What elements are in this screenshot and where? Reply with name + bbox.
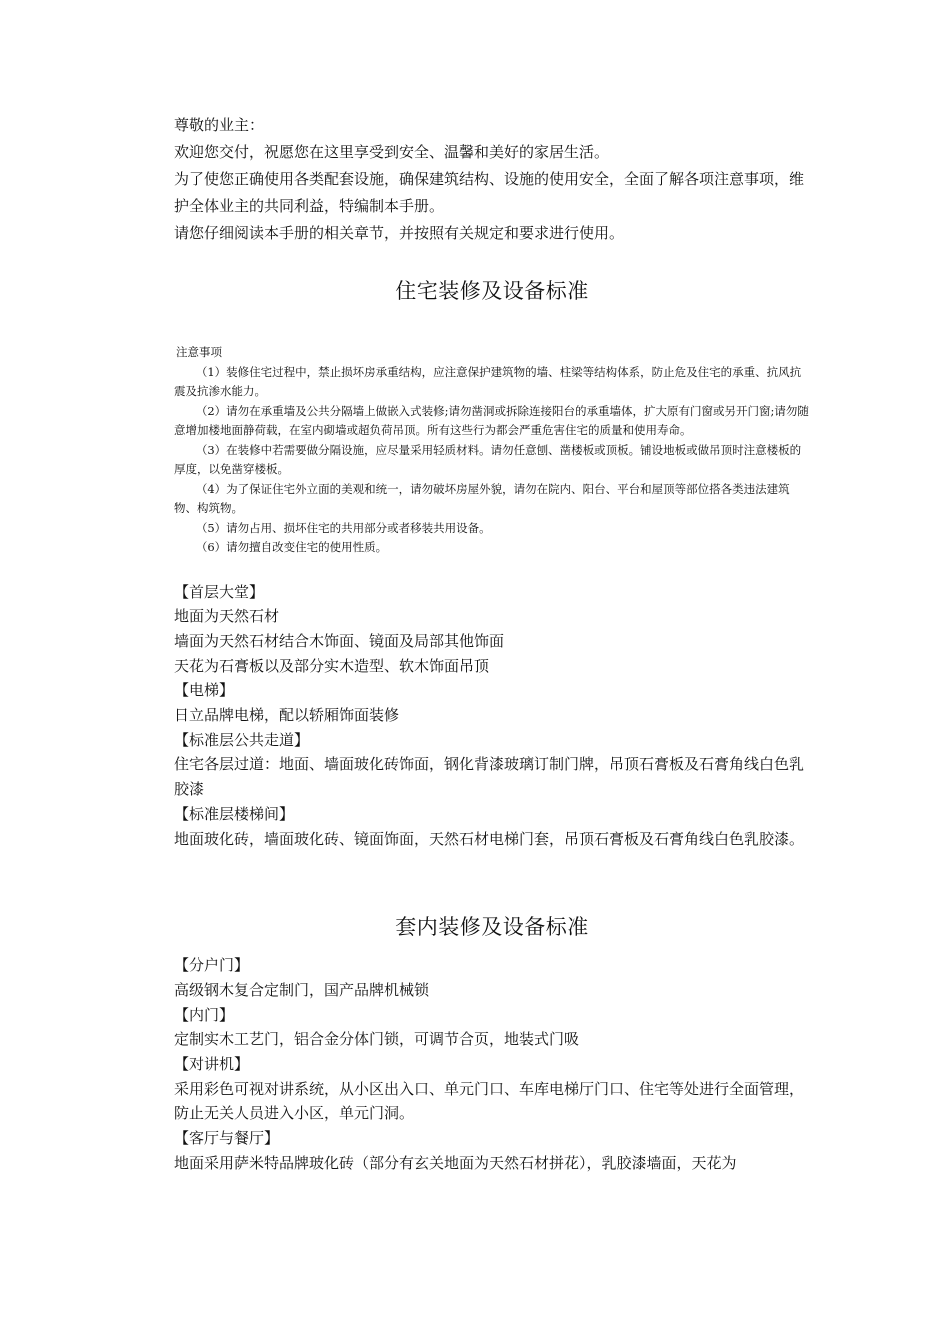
spec-line: 高级钢木复合定制门，国产品牌机械锁 <box>174 980 430 999</box>
notes-heading: 注意事项 <box>176 345 222 359</box>
spec-line: 住宅各层过道：地面、墙面玻化砖饰面，钢化背漆玻璃订制门牌，吊顶石膏板及石膏角线白色乳胶漆 <box>174 755 805 799</box>
spec-line: 采用彩色可视对讲系统，从小区出入口、单元门口、车库电梯厅门口、住宅等处进行全面管理，防止无关人员进入小区，单元门洞。 <box>174 1079 805 1123</box>
welcome-text: 欢迎您交付，祝愿您在这里享受到安全、温馨和美好的家居生活。 <box>174 143 610 161</box>
spec-line: 【标准层楼梯间】 <box>174 804 295 823</box>
spec-line: 地面玻化砖，墙面玻化砖、镜面饰面，天然石材电梯门套，吊顶石膏板及石膏角线白色乳胶漆。 <box>174 829 805 848</box>
spec-line: 日立品牌电梯，配以轿厢饰面装修 <box>174 706 400 725</box>
greeting: 尊敬的业主： <box>174 116 265 134</box>
spec-line: 地面为天然石材 <box>174 607 280 626</box>
spec-line: 地面采用萨米特品牌玻化砖（部分有玄关地面为天然石材拼花），乳胶漆墙面，天花为 <box>174 1153 737 1172</box>
section-title-residence: 住宅装修及设备标准 <box>395 279 589 303</box>
note-item: （5）请勿占用、损坏住宅的共用部分或者移装共用设备。 <box>195 520 491 535</box>
spec-line: 【分户门】 <box>174 956 250 975</box>
purpose-text: 为了使您正确使用各类配套设施，确保建筑结构、设施的使用安全，全面了解各项注意事项，维护全体业主的共同利益，特编制本手册。 <box>174 170 805 215</box>
document-page <box>174 112 810 1176</box>
spec-line: 【客厅与餐厅】 <box>174 1129 280 1148</box>
note-item: （6）请勿擅自改变住宅的使用性质。 <box>195 540 388 554</box>
interior-standards <box>174 953 810 1175</box>
note-item: （1）装修住宅过程中，禁止损坏房承重结构，应注意保护建筑物的墙、柱梁等结构体系，防止危及住宅的承重、抗风抗震及抗渗水能力。 <box>174 364 802 398</box>
spec-line: 【电梯】 <box>174 681 235 700</box>
request-text: 请您仔细阅读本手册的相关章节，并按照有关规定和要求进行使用。 <box>174 224 625 242</box>
note-item: （2）请勿在承重墙及公共分隔墙上做嵌入式装修;请勿凿洞或拆除连接阳台的承重墙体，扩大原有门窗或另开门窗;请勿随意增加楼地面静荷载，在室内砌墙或超负荷吊顶。所有这些行为都会严重危害住宅的质量和使用寿命。 <box>174 403 809 437</box>
note-item: （4）为了保证住宅外立面的美观和统一，请勿破坏房屋外貌，请勿在院内、阳台、平台和屋顶等部位搭各类违法建筑物、构筑物。 <box>174 481 790 515</box>
note-item: （3）在装修中若需要做分隔设施，应尽量采用轻质材料。请勿任意刨、凿楼板或顶板。铺设地板或做吊顶时注意楼板的厚度，以免凿穿楼板。 <box>174 442 802 476</box>
spec-line: 【首层大堂】 <box>174 582 265 601</box>
public-area-standards <box>174 580 810 852</box>
section-title-interior: 套内装修及设备标准 <box>395 915 589 940</box>
spec-line: 【对讲机】 <box>174 1055 250 1074</box>
notes-list <box>174 343 810 558</box>
spec-line: 【标准层公共走道】 <box>174 730 310 749</box>
intro <box>174 112 810 247</box>
spec-line: 墙面为天然石材结合木饰面、镜面及局部其他饰面 <box>174 631 505 650</box>
spec-line: 【内门】 <box>174 1005 235 1024</box>
spec-line: 天花为石膏板以及部分实木造型、软木饰面吊顶 <box>174 656 490 675</box>
spec-line: 定制实木工艺门，铝合金分体门锁，可调节合页，地装式门吸 <box>174 1030 580 1049</box>
